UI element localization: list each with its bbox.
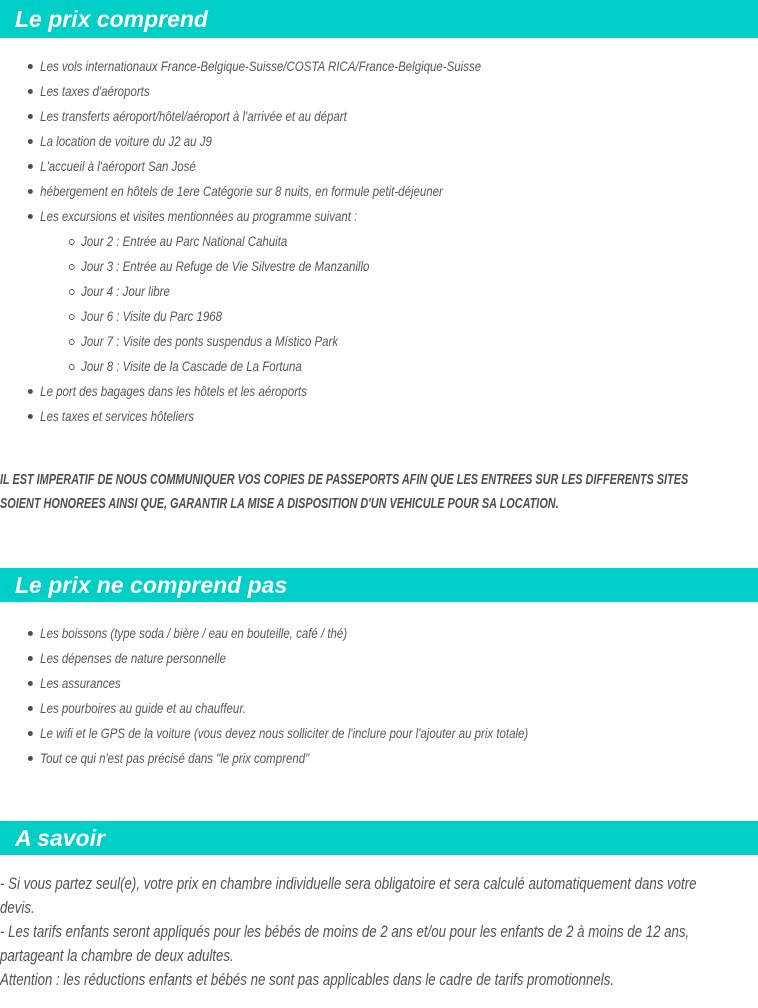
list-item: La location de voiture du J2 au J9 — [0, 129, 758, 154]
section-title-know: A savoir — [15, 824, 105, 851]
list-item: Le port des bagages dans les hôtels et les aéroports — [0, 379, 758, 404]
section-title-not-included: Le prix ne comprend pas — [15, 571, 288, 598]
excursion-sub-item: Jour 3 : Entrée au Refuge de Vie Silvestre de Manzanillo — [0, 254, 758, 279]
list-item: hébergement en hôtels de 1ere Catégorie sur 8 nuits, en formule petit-déjeuner — [0, 179, 758, 204]
know-paragraphs — [0, 872, 758, 1008]
included-list — [0, 54, 758, 429]
list-item: Les boissons (type soda / bière / eau en bouteille, café / thé) — [0, 621, 758, 646]
section-bar-know — [0, 821, 758, 855]
list-item: Les pourboires au guide et au chauffeur. — [0, 696, 758, 721]
excursion-sub-item: Jour 8 : Visite de la Cascade de La Fortuna — [0, 354, 758, 379]
know-paragraph-line: - Les tarifs enfants seront appliqués pour les bébés de moins de 2 ans et/ou pour les enfants de 2 à moins de 12 ans, — [0, 922, 690, 941]
excursion-sub-item: Jour 6 : Visite du Parc 1968 — [0, 304, 758, 329]
list-item: Les transferts aéroport/hôtel/aéroport à l'arrivée et au départ — [0, 104, 758, 129]
excursion-sub-item: Jour 7 : Visite des ponts suspendus a Místico Park — [0, 329, 758, 354]
list-item: Tout ce qui n'est pas précisé dans "le prix comprend" — [0, 746, 758, 771]
not-included-list — [0, 621, 758, 771]
know-paragraph-line: - Si vous partez seul(e), votre prix en chambre individuelle sera obligatoire et sera calculé automatiquement dans votre — [0, 874, 697, 893]
notice-line: SOIENT HONOREES AINSI QUE, GARANTIR LA MISE A DISPOSITION D'UN VEHICULE POUR SA LOCATION. — [0, 496, 559, 512]
notice-line: IL EST IMPERATIF DE NOUS COMMUNIQUER VOS COPIES DE PASSEPORTS AFIN QUE LES ENTREES SUR LES DIFFERENTS SITES — [0, 472, 689, 488]
excursion-sub-item: Jour 4 : Jour libre — [0, 279, 758, 304]
list-item: Les excursions et visites mentionnées au programme suivant : — [0, 204, 758, 229]
know-paragraph-line: devis. — [0, 898, 35, 917]
list-item: Le wifi et le GPS de la voiture (vous devez nous solliciter de l'inclure pour l'ajouter au prix totale) — [0, 721, 758, 746]
list-item: Les dépenses de nature personnelle — [0, 646, 758, 671]
passport-notice — [0, 468, 758, 516]
section-bar-included — [0, 0, 758, 38]
section-title-included: Le prix comprend — [15, 5, 208, 32]
list-item: L'accueil à l'aéroport San José — [0, 154, 758, 179]
list-item: Les assurances — [0, 671, 758, 696]
list-item: Les taxes d'aéroports — [0, 79, 758, 104]
excursion-sub-item: Jour 2 : Entrée au Parc National Cahuita — [0, 229, 758, 254]
know-paragraph-line: partageant la chambre de deux adultes. — [0, 946, 234, 965]
list-item: Les taxes et services hôteliers — [0, 404, 758, 429]
know-paragraph-line: Attention : les réductions enfants et bébés ne sont pas applicables dans le cadre de tarifs promotionnels. — [0, 970, 615, 989]
list-item: Les vols internationaux France-Belgique-Suisse/COSTA RICA/France-Belgique-Suisse — [0, 54, 758, 79]
section-bar-not-included — [0, 568, 758, 602]
